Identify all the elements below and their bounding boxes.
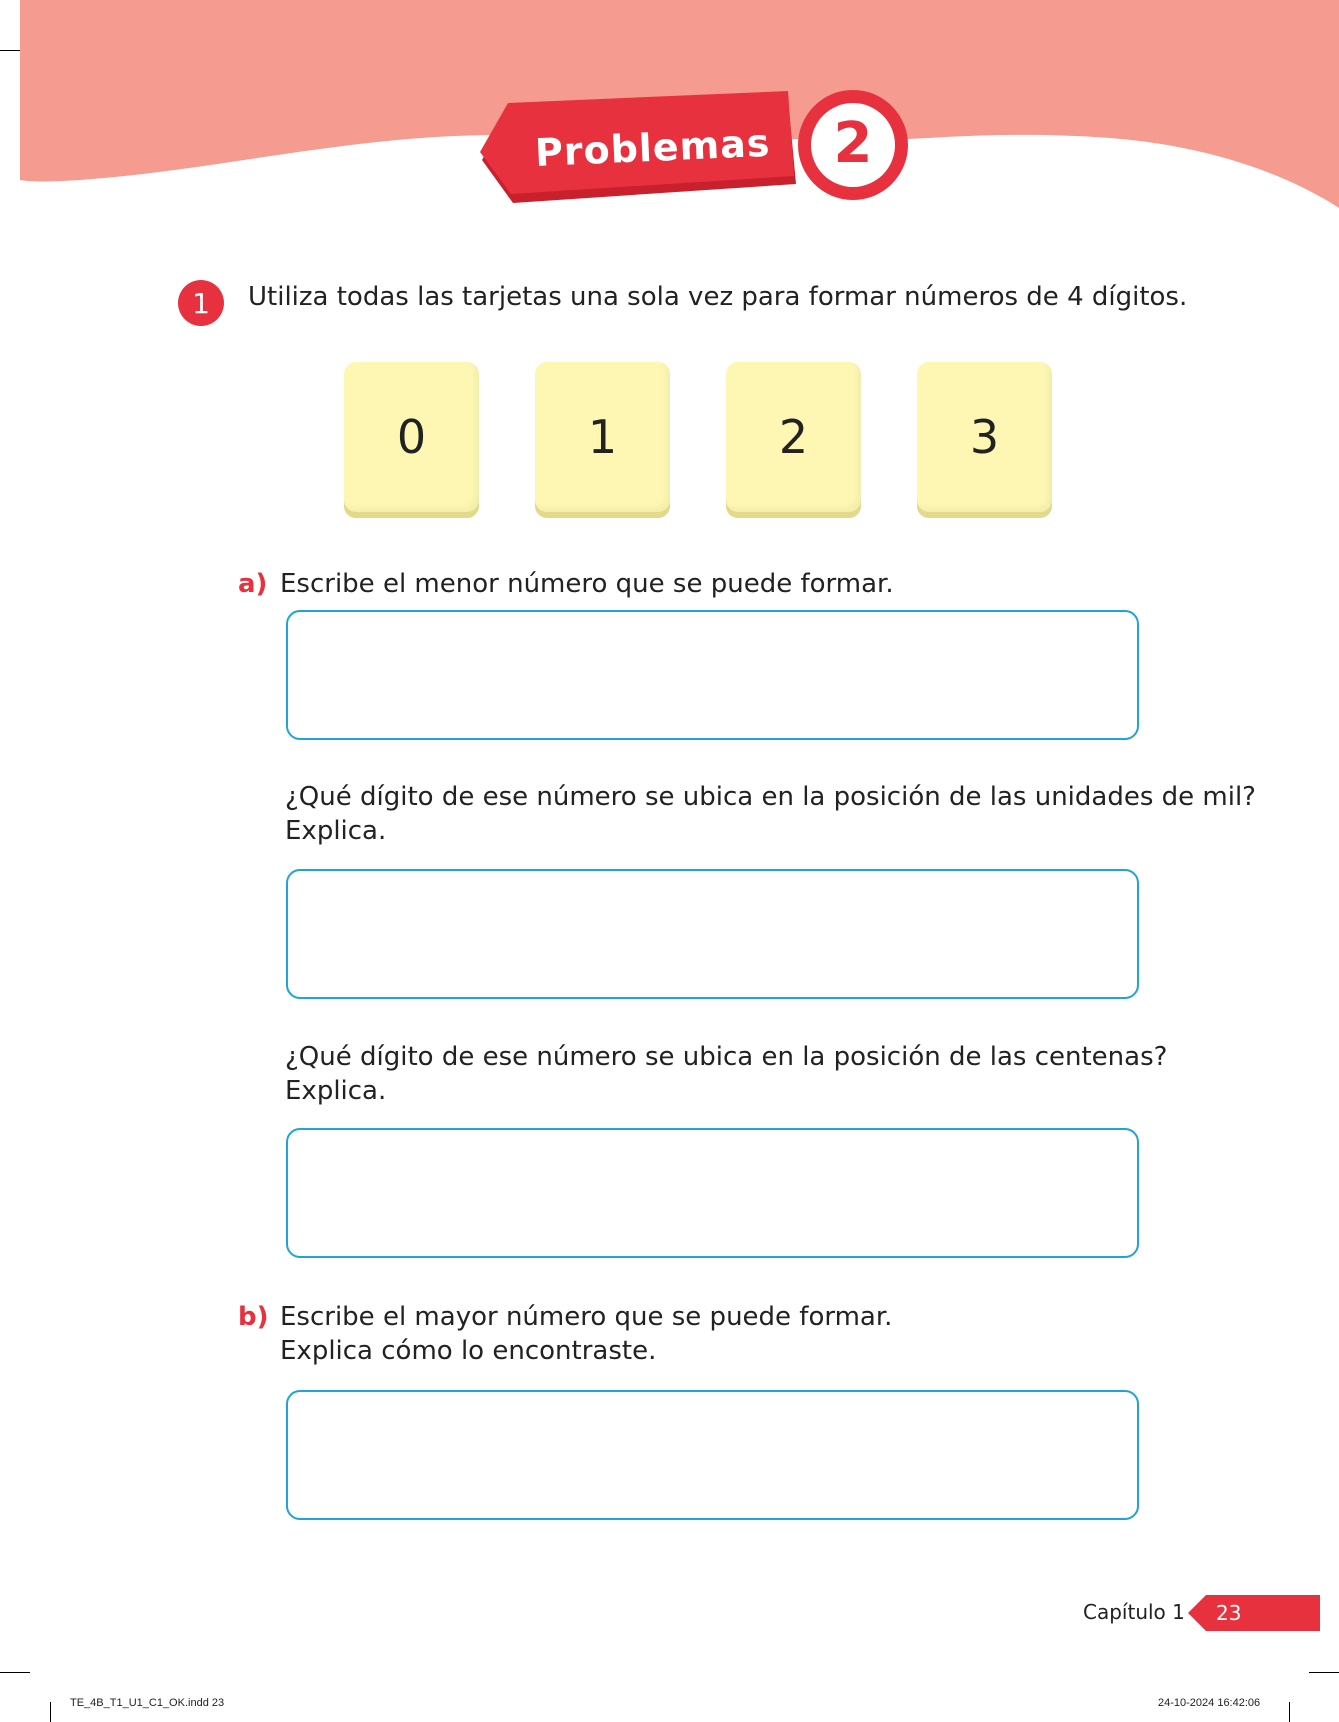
hundreds-question: ¿Qué dígito de ese número se ubica en la posición de las centenas? (285, 1042, 1168, 1072)
section-number: 2 (833, 110, 873, 176)
crop-mark (1289, 1702, 1290, 1722)
thousands-question: ¿Qué dígito de ese número se ubica en la posición de las unidades de mil? (285, 782, 1256, 812)
digit-card: 1 (535, 362, 670, 512)
answer-box-hundreds[interactable] (286, 1128, 1139, 1258)
crop-mark (50, 1702, 51, 1722)
file-slug: TE_4B_T1_U1_C1_OK.indd 23 (70, 1697, 225, 1709)
question-text: Utiliza todas las tarjetas una sola vez para formar números de 4 dígitos. (248, 282, 1188, 312)
question-number-badge: 1 (178, 280, 224, 326)
answer-box-smallest-number[interactable] (286, 610, 1139, 740)
crop-mark (1309, 1672, 1339, 1673)
chapter-label: Capítulo 1 (1083, 1600, 1185, 1624)
part-b-explain: Explica cómo lo encontraste. (280, 1336, 657, 1366)
digit-card: 0 (344, 362, 479, 512)
digit-card: 3 (917, 362, 1052, 512)
print-timestamp: 24-10-2024 16:42:06 (1158, 1697, 1261, 1709)
page-number: 23 (1216, 1601, 1242, 1625)
hundreds-explain: Explica. (285, 1076, 387, 1106)
crop-mark (0, 1672, 30, 1673)
answer-box-thousands[interactable] (286, 869, 1139, 999)
section-title: Problemas (534, 120, 772, 175)
answer-box-largest-number[interactable] (286, 1390, 1139, 1520)
part-b-prompt: Escribe el mayor número que se puede formar. (280, 1302, 893, 1332)
part-a-label: a) (238, 569, 268, 599)
thousands-explain: Explica. (285, 816, 387, 846)
page-number-tab (1188, 1595, 1320, 1631)
part-b-label: b) (238, 1302, 269, 1332)
part-a-prompt: Escribe el menor número que se puede formar. (280, 569, 894, 599)
digit-card: 2 (726, 362, 861, 512)
